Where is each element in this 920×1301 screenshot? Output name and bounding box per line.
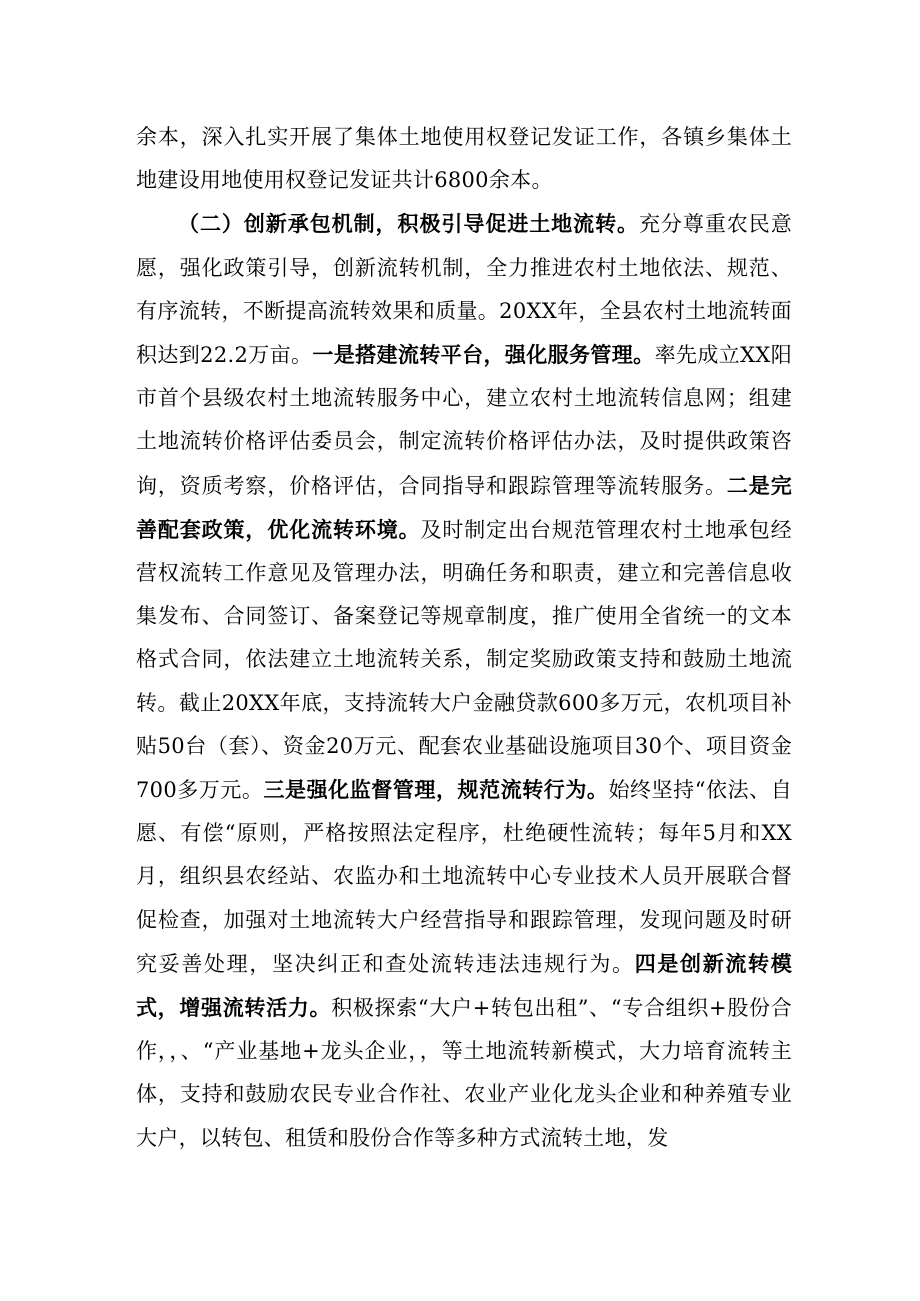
point-3-title: 三是强化监督管理，规范流转行为。 <box>263 777 609 803</box>
point-1-text: 率先成立XX阳市首个县级农村土地流转服务中心，建立农村土地流转信息网；组建土地流转价格评估委员会，制定流转价格评估办法，及时提供政策咨询，资质考察，价格评估，合同指导和跟踪管理等流转服务。 <box>136 343 792 498</box>
point-4-title: 四是创新流转模式，增强流转活力。 <box>136 950 792 1021</box>
paragraph-text: 余本，深入扎实开展了集体土地使用权登记发证工作，各镇乡集体土地建设用地使用权登记发证共计6800余本。 <box>136 125 792 193</box>
paragraph-land-transfer <box>136 202 792 1159</box>
point-2-text: 及时制定出台规范管理农村土地承包经营权流转工作意见及管理办法，明确任务和职责，建立和完善信息收集发布、合同签订、备案登记等规章制度，推广使用全省统一的文本格式合同，依法建立土地流转关系，制定奖励政策支持和鼓励土地流转。截止20XX年底，支持流转大户金融贷款600多万元，农机项目补贴50台（套）、资金20万元、配套农业基础设施项目30个、项目资金700多万元。 <box>136 517 792 803</box>
point-1-title: 一是搭建流转平台，强化服务管理。 <box>312 342 655 368</box>
point-2-title: 二是完善配套政策，优化流转环境。 <box>136 472 792 542</box>
section-heading: （二）创新承包机制，积极引导促进土地流转。 <box>178 211 639 237</box>
point-4-text: 积极探索“大户+转包出租”、“专合组织+股份合作，，、“产业基地+龙头企业，，等土地流转新模式，大力培育流转主体，支持和鼓励农民专业合作社、农业产业化龙头企业和种养殖专业大户，以转包、租赁和股份合作等多种方式流转土地，发 <box>136 996 792 1150</box>
point-3-text: 始终坚持“依法、自愿、有偿“原则，严格按照法定程序，杜绝硬性流转；每年5月和XX月，组织县农经站、农监办和土地流转中心专业技术人员开展联合督促检查，加强对土地流转大户经营指导和跟踪管理，发现问题及时研究妥善处理，坚决纠正和查处流转违法违规行为。 <box>136 778 793 976</box>
document-body <box>136 116 792 1160</box>
section-intro: 充分尊重农民意愿，强化政策引导，创新流转机制，全力推进农村土地依法、规范、有序流转，不断提高流转效果和质量。20XX年，全县农村土地流转面积达到22.2万亩。 <box>136 212 792 368</box>
paragraph-land-certificates <box>136 116 792 202</box>
